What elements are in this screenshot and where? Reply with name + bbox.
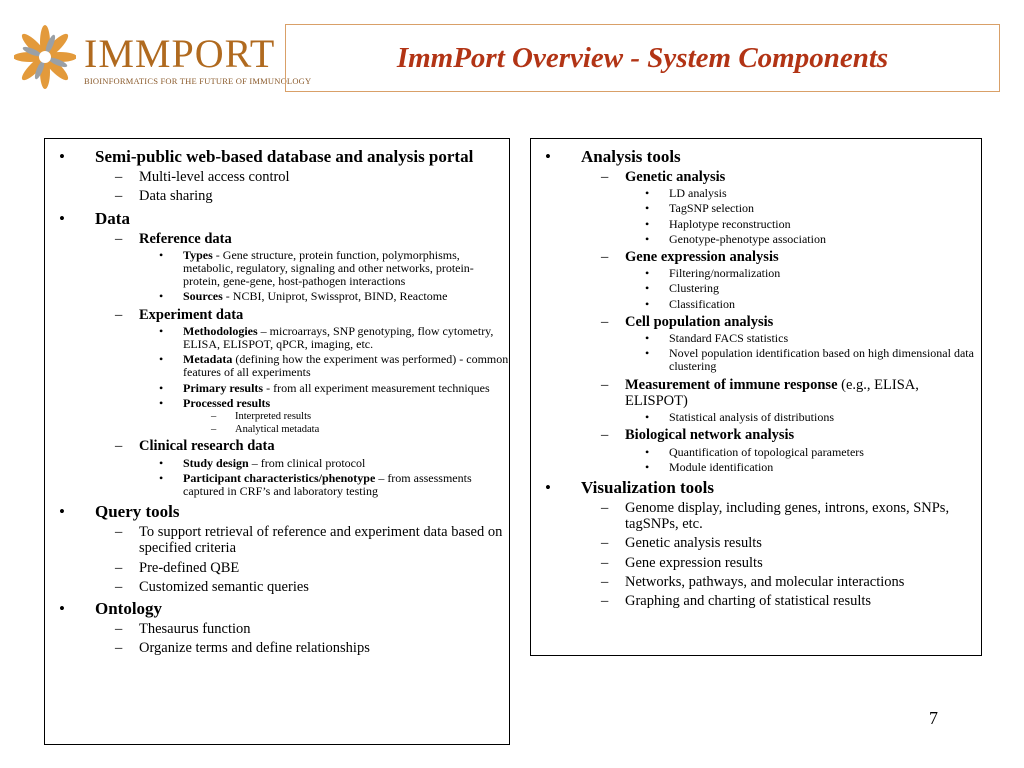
item-text: (e.g., ELISA, ELISPOT)	[625, 376, 919, 409]
list-item	[45, 209, 509, 228]
bullet-marker: –	[115, 230, 123, 247]
item-text: Genotype-phenotype association	[669, 231, 826, 246]
bullet-marker: –	[601, 376, 609, 393]
bullet-marker: •	[645, 281, 650, 296]
item-bold-text: Sources	[183, 289, 223, 304]
item-text: Standard FACS statistics	[669, 331, 789, 346]
item-text: Novel population identification based on high dimensional data clustering	[669, 346, 974, 374]
bullet-marker: •	[545, 477, 551, 497]
item-bold-text: Types	[183, 247, 213, 262]
item-text: Haplotype reconstruction	[669, 216, 791, 231]
list-item	[45, 353, 509, 379]
item-bold-text: Cell population analysis	[625, 313, 774, 330]
list-item	[531, 267, 981, 280]
list-item	[45, 147, 509, 166]
list-item	[45, 457, 509, 470]
item-text: – microarrays, SNP genotyping, flow cytometry, ELISA, ELISPOT, qPCR, imaging, etc.	[183, 323, 494, 351]
bullet-marker: –	[601, 535, 609, 552]
item-bold-text: Gene expression analysis	[625, 249, 779, 266]
item-bold-text: Primary results	[183, 380, 264, 395]
list-item	[531, 555, 981, 571]
bullet-marker: •	[159, 352, 164, 367]
item-text: Pre-defined QBE	[139, 559, 240, 576]
bullet-marker: –	[601, 499, 609, 516]
list-item	[531, 500, 981, 532]
bullet-marker: –	[115, 578, 123, 595]
bullet-marker: •	[645, 444, 650, 459]
bullet-marker: –	[601, 249, 609, 266]
bullet-marker: •	[645, 216, 650, 231]
item-text: (defining how the experiment was performed) - common features of all experiments	[183, 352, 509, 380]
bullet-marker: •	[645, 459, 650, 474]
bullet-marker: –	[601, 593, 609, 610]
bullet-marker: –	[115, 559, 123, 576]
list-item	[45, 524, 509, 556]
item-bold-text: Measurement of immune response	[625, 376, 838, 393]
item-text: – from assessments captured in CRF’s and laboratory testing	[183, 470, 472, 498]
bullet-marker: –	[115, 188, 123, 205]
list-item	[531, 535, 981, 551]
bullet-marker: •	[159, 380, 164, 395]
list-item	[45, 188, 509, 204]
bullet-marker: •	[159, 247, 164, 262]
item-text: - Gene structure, protein function, polymorphisms, metabolic, regulatory, signaling and other networks, protein-protein, gene-gene, host-pathogen interactions	[183, 247, 474, 289]
list-item	[45, 502, 509, 521]
item-text: Multi-level access control	[139, 169, 290, 186]
list-item	[531, 187, 981, 200]
list-item	[45, 231, 509, 247]
list-item	[45, 579, 509, 595]
item-bold-text: Reference data	[139, 230, 232, 247]
item-bold-text: Visualization tools	[581, 477, 715, 497]
list-item	[531, 478, 981, 497]
bullet-marker: –	[211, 423, 217, 435]
bullet-marker: –	[115, 438, 123, 455]
item-text: - NCBI, Uniprot, Swissprot, BIND, Reactome	[222, 289, 448, 304]
item-text: Clustering	[669, 281, 719, 296]
bullet-marker: –	[115, 524, 123, 541]
bullet-marker: •	[59, 147, 65, 166]
bullet-marker: •	[645, 201, 650, 216]
item-text: Graphing and charting of statistical results	[625, 593, 872, 610]
item-text: Classification	[669, 296, 735, 311]
list-item	[531, 446, 981, 459]
list-item	[45, 290, 509, 303]
item-text: Thesaurus function	[139, 621, 251, 638]
bullet-marker: •	[159, 470, 164, 485]
list-item	[45, 169, 509, 185]
item-text: Gene expression results	[625, 554, 763, 571]
logo-wordmark: IMMPORT	[84, 31, 276, 76]
bullet-marker: –	[115, 306, 123, 323]
list-item	[45, 621, 509, 637]
bullet-marker: •	[645, 231, 650, 246]
bullet-marker: –	[601, 313, 609, 330]
item-bold-text: Processed results	[183, 395, 271, 410]
list-item	[45, 411, 509, 423]
item-text: Networks, pathways, and molecular interactions	[625, 573, 905, 590]
item-text: LD analysis	[669, 186, 727, 201]
list-item	[531, 218, 981, 231]
item-bold-text: Metadata	[183, 352, 233, 367]
list-item	[531, 202, 981, 215]
bullet-marker: •	[645, 266, 650, 281]
bullet-marker: •	[59, 599, 65, 619]
list-item	[45, 599, 509, 618]
item-text: Quantification of topological parameters	[669, 444, 864, 459]
list-item	[531, 593, 981, 609]
bullet-marker: –	[601, 554, 609, 571]
left-panel	[44, 138, 510, 745]
item-text: Interpreted results	[235, 410, 312, 422]
item-text: Module identification	[669, 459, 774, 474]
list-item	[531, 332, 981, 345]
item-text: Filtering/normalization	[669, 266, 781, 281]
bullet-marker: •	[645, 296, 650, 311]
starburst-logo-icon	[14, 22, 76, 92]
item-bold-text: Data	[95, 208, 130, 228]
bullet-marker: •	[645, 186, 650, 201]
bullet-marker: •	[645, 346, 650, 361]
item-text: Genetic analysis results	[625, 535, 762, 552]
page-number: 7	[929, 708, 938, 728]
item-text: To support retrieval of reference and experiment data based on specified criteria	[139, 524, 503, 557]
list-item	[45, 640, 509, 656]
list-item	[531, 298, 981, 311]
list-item	[45, 438, 509, 454]
list-item	[45, 249, 509, 289]
list-item	[531, 427, 981, 443]
list-item	[45, 397, 509, 410]
item-bold-text: Analysis tools	[581, 147, 681, 166]
list-item	[531, 411, 981, 424]
logo-tagline: BIOINFORMATICS FOR THE FUTURE OF IMMUNOLOGY	[84, 76, 312, 86]
title-box	[285, 24, 1000, 92]
list-item	[531, 377, 981, 409]
list-item	[531, 282, 981, 295]
bullet-marker: –	[115, 621, 123, 638]
item-text: TagSNP selection	[669, 201, 755, 216]
immport-logo	[14, 22, 312, 94]
list-item	[531, 169, 981, 185]
list-item	[531, 347, 981, 373]
list-item	[531, 249, 981, 265]
bullet-marker: –	[601, 573, 609, 590]
bullet-marker: •	[545, 147, 551, 166]
bullet-marker: –	[115, 169, 123, 186]
item-bold-text: Methodologies	[183, 323, 258, 338]
list-item	[531, 574, 981, 590]
list-item	[45, 424, 509, 436]
list-item	[531, 233, 981, 246]
right-panel	[530, 138, 982, 656]
list-item	[45, 560, 509, 576]
list-item	[531, 147, 981, 166]
item-bold-text: Genetic analysis	[625, 169, 726, 186]
slide-title: ImmPort Overview - System Components	[396, 41, 889, 74]
item-text: Analytical metadata	[235, 423, 320, 435]
bullet-marker: –	[601, 427, 609, 444]
bullet-marker: •	[159, 455, 164, 470]
list-item	[45, 382, 509, 395]
item-bold-text: Experiment data	[139, 306, 244, 323]
list-item	[531, 461, 981, 474]
bullet-marker: •	[159, 323, 164, 338]
item-bold-text: Study design	[183, 455, 249, 470]
item-bold-text: Ontology	[95, 599, 163, 619]
bullet-marker: –	[211, 410, 217, 422]
item-bold-text: Biological network analysis	[625, 427, 795, 444]
item-text: - from all experiment measurement techniques	[263, 380, 490, 395]
item-bold-text: Clinical research data	[139, 438, 275, 455]
bullet-marker: •	[159, 289, 164, 304]
bullet-marker: •	[645, 410, 650, 425]
list-item	[531, 314, 981, 330]
item-bold-text: Participant characteristics/phenotype	[183, 470, 376, 485]
bullet-marker: –	[115, 640, 123, 657]
item-text: Data sharing	[139, 188, 213, 205]
list-item	[45, 472, 509, 498]
list-item	[45, 325, 509, 351]
item-bold-text: Query tools	[95, 502, 180, 522]
item-bold-text: Semi-public web-based database and analysis portal	[95, 147, 474, 166]
bullet-marker: •	[645, 331, 650, 346]
item-text: Customized semantic queries	[139, 578, 309, 595]
item-text: Statistical analysis of distributions	[669, 410, 834, 425]
bullet-marker: –	[601, 169, 609, 186]
bullet-marker: •	[59, 208, 65, 228]
item-text: – from clinical protocol	[248, 455, 366, 470]
item-text: Organize terms and define relationships	[139, 640, 370, 657]
item-text: Genome display, including genes, introns, exons, SNPs, tagSNPs, etc.	[625, 499, 950, 533]
list-item	[45, 307, 509, 323]
bullet-marker: •	[59, 502, 65, 522]
bullet-marker: •	[159, 395, 164, 410]
